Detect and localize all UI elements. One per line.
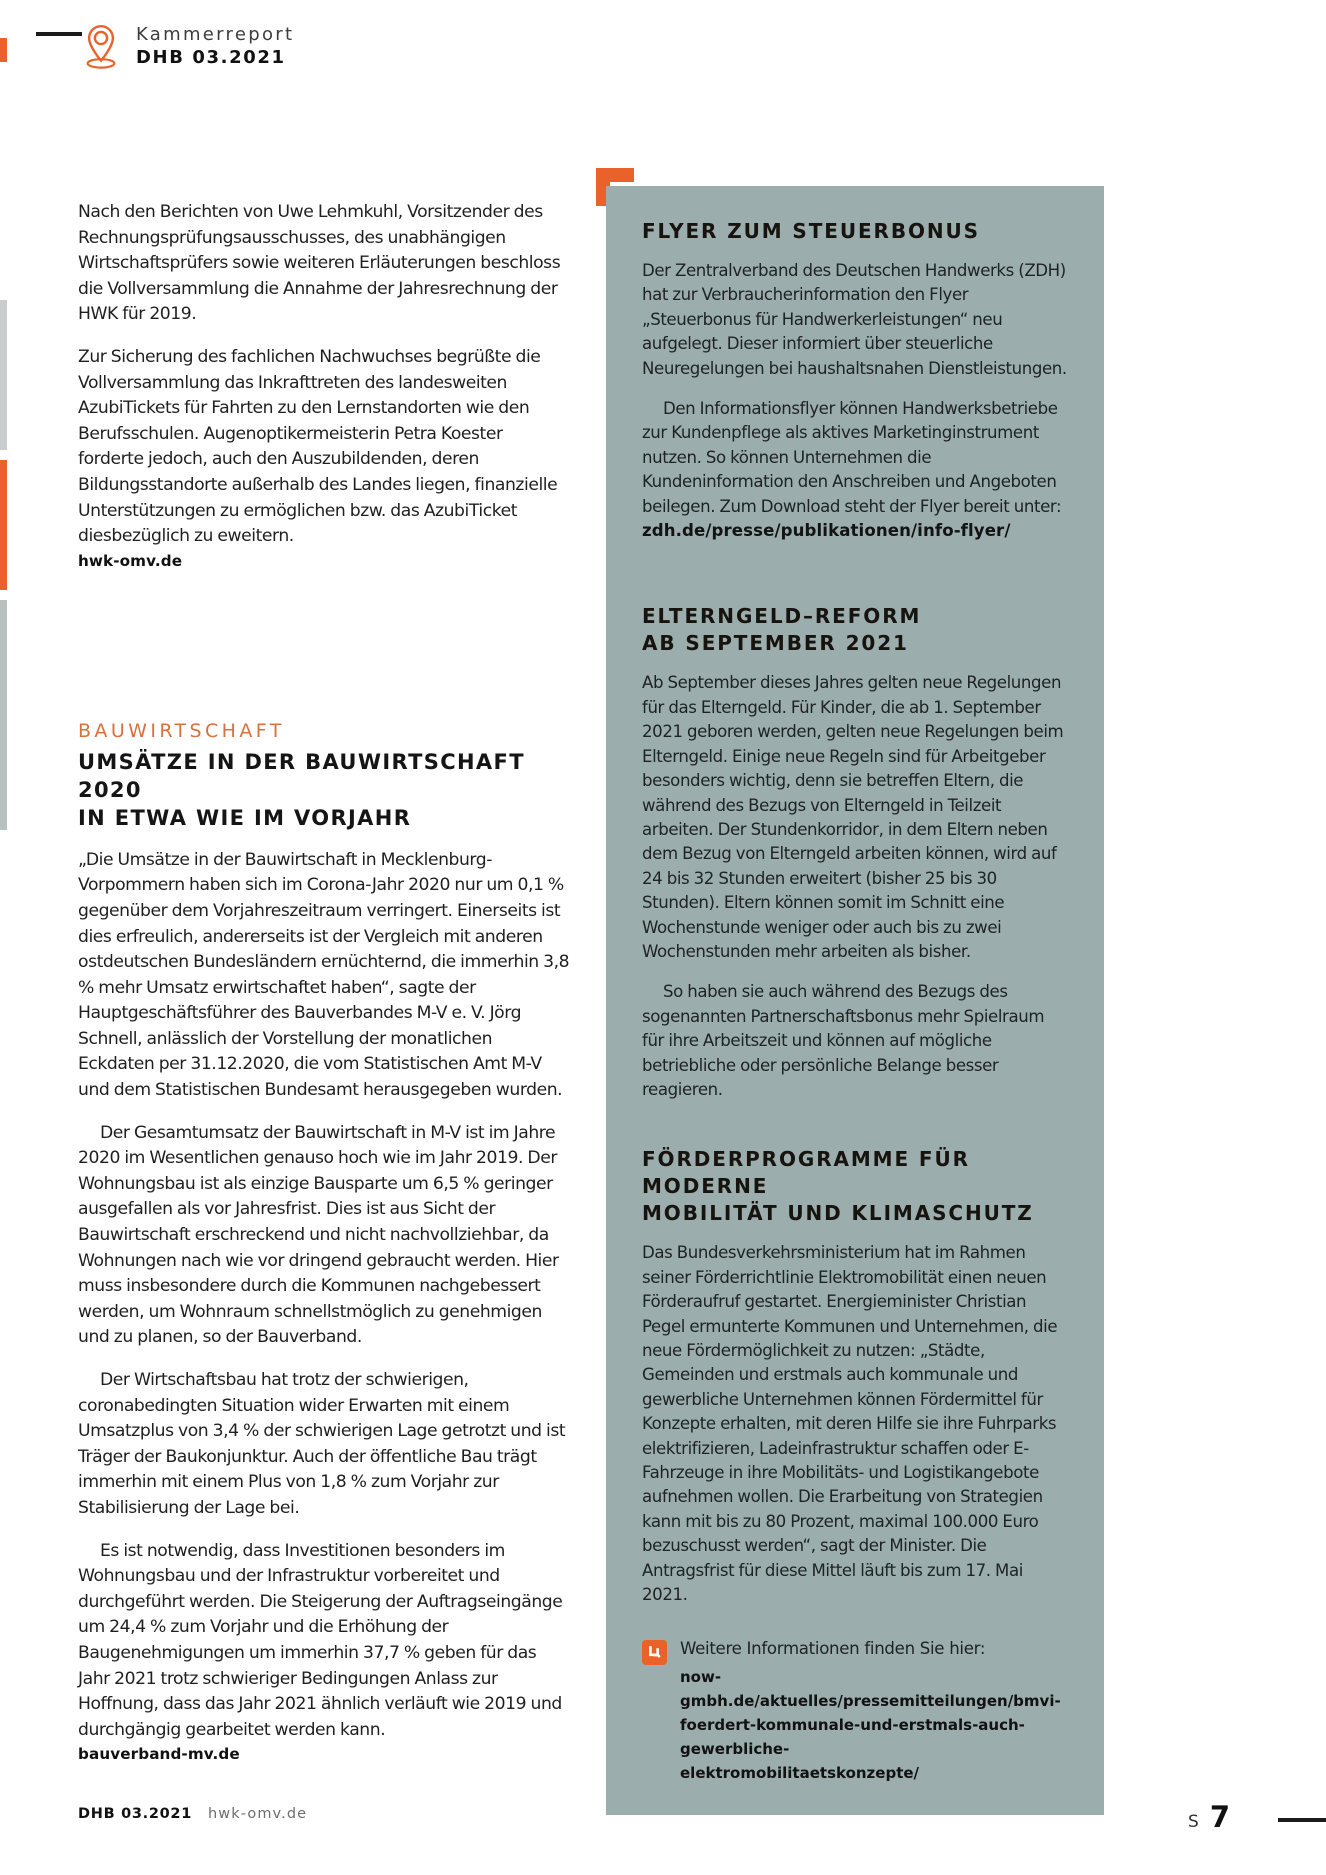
- sidebar-link-block[interactable]: [642, 1637, 1068, 1785]
- footer-site-url[interactable]: hwk-omv.de: [208, 1806, 308, 1822]
- sidebar-panel: [606, 186, 1104, 1815]
- left-paragraph: Nach den Berichten von Uwe Lehmkuhl, Vorsitzender des Rechnungsprüfungsausschusses, des unabhängigen Wirtschaftsprüfers sowie weiteren Erläuterungen beschloss die Vollversammlung die Annahme der Jahresrechnung der HWK für 2019.: [78, 202, 561, 325]
- column-spacer: [78, 570, 570, 720]
- top-left-rule: [36, 32, 82, 36]
- article-paragraph: Der Gesamtumsatz der Bauwirtschaft in M-V ist im Jahre 2020 im Wesentlichen genauso hoch wie im Jahr 2019. Der Wohnungsbau ist als einzige Bausparte um 6,5 % geringer ausgefallen als vor Jahresfrist. Dies ist aus Sicht der Bauwirtschaft erschreckend und nicht nachvollziehbar, da Wohnungen nach wie vor dringend gebraucht werden. Hier muss insbesondere durch die Kommunen nachgebessert werden, um Wohnraum schnellstmöglich zu genehmigen und zu planen, so der Bauverband.: [78, 1122, 559, 1348]
- arrow-download-icon: [642, 1640, 667, 1665]
- sidebar-heading-line-1: FÖRDERPROGRAMME FÜR MODERNE: [642, 1147, 970, 1199]
- source-url-bauverband[interactable]: bauverband-mv.de: [78, 1745, 240, 1764]
- headline-line-2: IN ETWA WIE IM VORJAHR: [78, 805, 412, 830]
- page-footer: [0, 1800, 1326, 1846]
- header-kicker: Kammerreport: [136, 24, 295, 45]
- sidebar-heading-foerderprogramme: [642, 1146, 1068, 1227]
- sidebar-heading-flyer: FLYER ZUM STEUERBONUS: [642, 219, 980, 243]
- sidebar-link-url-line[interactable]: elektromobilitaetskonzepte/: [680, 1764, 920, 1783]
- sidebar-heading-line-2: MOBILITÄT UND KLIMASCHUTZ: [642, 1201, 1034, 1226]
- headline-line-1: UMSÄTZE IN DER BAUWIRTSCHAFT 2020: [78, 749, 525, 802]
- sidebar-paragraph: Das Bundesverkehrsministerium hat im Rahmen seiner Förderrichtlinie Elektromobilität einen neuen Förderaufruf gestartet. Energieminister Christian Pegel ermunterte Kommunen und Unternehmen, die neue Fördermöglichkeit zu nutzen: „Städte, Gemeinden und erstmals auch kommunale und gewerbliche Unternehmen können Fördermittel für Konzepte erhalten, mit deren Hilfe sie ihre Fuhrparks elektrifizieren, Ladeinfrastruktur schaffen oder E-Fahrzeuge in ihre Mobilitäts- und Logistikangebote aufnehmen wollen. Die Erarbeitung von Strategien kann mit bis zu 80 Prozent, maximal 100.000 Euro bezuschusst werden“, sagt der Minister. Die Antragsfrist für diese Mittel läuft bis zum 17. Mai 2021.: [642, 1243, 1058, 1605]
- article-kicker: BAUWIRTSCHAFT: [78, 719, 285, 742]
- sidebar-inline-url-zdh[interactable]: zdh.de/presse/publikationen/info-flyer/: [642, 521, 1011, 541]
- source-url-hwk[interactable]: hwk-omv.de: [78, 551, 183, 570]
- sidebar-paragraph: So haben sie auch während des Bezugs des sogenannten Partnerschaftsbonus mehr Spielraum für ihre Arbeitszeit und können auf mögliche betriebliche oder persönliche Belange besser reagieren.: [642, 982, 1045, 1099]
- sidebar-link-intro: Weitere Informationen finden Sie hier:: [680, 1639, 986, 1659]
- sidebar-heading-line-2: AB SEPTEMBER 2021: [642, 631, 909, 656]
- footer-issue: DHB 03.2021: [78, 1806, 193, 1822]
- edge-tick-gray-1: [0, 300, 7, 450]
- footer-page-number: 7: [1209, 1800, 1230, 1834]
- footer-page-prefix: S: [1188, 1812, 1200, 1832]
- page-header: [84, 20, 294, 70]
- sidebar-paragraph: Der Zentralverband des Deutschen Handwerks (ZDH) hat zur Verbraucherinformation den Flyer „Steuerbonus für Handwerkerleistungen“ neu aufgelegt. Dieser informiert über steuerliche Neuregelungen bei haushaltsnahen Dienstleistungen.: [642, 261, 1067, 378]
- sidebar-paragraph: [642, 397, 1068, 543]
- page-title: [78, 748, 570, 832]
- edge-tick-gray-2: [0, 600, 7, 830]
- sidebar-heading-line-1: ELTERNGELD–REFORM: [642, 604, 922, 629]
- edge-tick-orange-2: [0, 460, 7, 590]
- sidebar-heading-elterngeld: [642, 603, 1068, 657]
- bottom-right-rule: [1278, 1818, 1326, 1822]
- footer-page-group: [1188, 1800, 1230, 1834]
- header-issue: DHB 03.2021: [136, 47, 286, 68]
- location-pin-icon: [84, 24, 118, 70]
- left-column: [78, 200, 570, 1763]
- footer-left-group: [78, 1806, 307, 1822]
- sidebar-paragraph: Ab September dieses Jahres gelten neue Regelungen für das Elterngeld. Für Kinder, die ab 1. September 2021 geboren werden, gelten neue Regelungen beim Elterngeld. Einige neue Regeln sind für Arbeitgeber besonders wichtig, denn sie betreffen Eltern, die während des Bezugs von Elterngeld in Teilzeit arbeiten. Der Stundenkorridor, in dem Eltern neben dem Bezug von Elterngeld arbeiten können, wird auf 24 bis 32 Stunden erweitert (bisher 25 bis 30 Stunden). Eltern können somit im Schnitt eine Wochenstunde weniger oder auch bis zu zwei Wochenstunden mehr arbeiten als bisher.: [642, 673, 1064, 961]
- article-paragraph: „Die Umsätze in der Bauwirtschaft in Mecklenburg-Vorpommern haben sich im Corona-Jahr 2020 nur um 0,1 % gegenüber dem Vorjahreszeitraum verringert. Einerseits ist dies erfreulich, andererseits ist der Vergleich mit anderen ostdeutschen Bundesländern ernüchternd, die immerhin 3,8 % mehr Umsatz erwirtschaftet haben“, sagte der Hauptgeschäftsführer des Bauverbandes M-V e. V. Jörg Schnell, anlässlich der Vorstellung der monatlichen Eckdaten per 31.12.2020, die vom Statistischen Amt M-V und dem Statistischen Bundesamt herausgegeben wurden.: [78, 849, 570, 1101]
- article-paragraph: Der Wirtschaftsbau hat trotz der schwierigen, coronabedingten Situation wider Erwarten mit einem Umsatzplus von 3,4 % der schwierigen Lage getrotzt und ist Träger der Baukonjunktur. Auch der öffentliche Bau trägt immerhin mit einem Plus von 1,8 % zum Vorjahr zur Stabilisierung der Lage bei.: [78, 1370, 566, 1518]
- left-paragraph: Zur Sicherung des fachlichen Nachwuchses begrüßte die Vollversammlung das Inkrafttreten des landesweiten AzubiTickets für Fahrten zu den Lernstandorten wie den Berufsschulen. Augenoptikermeisterin Petra Koester forderte jedoch, auch den Auszubildenden, deren Bildungsstandorte außerhalb des Landes liegen, finanzielle Unterstützungen zu ermöglichen bzw. das AzubiTicket diesbezüglich zu eweitern.: [78, 346, 558, 547]
- sidebar-paragraph-text: Den Informationsflyer können Handwerksbetriebe zur Kundenpflege als aktives Marketinginstrument nutzen. So können Unternehmen die Kundeninformation den Anschreiben und Angeboten beilegen. Zum Download steht der Flyer bereit unter:: [642, 399, 1062, 516]
- sidebar-link-text-column: [680, 1637, 1068, 1785]
- article-paragraph: Es ist notwendig, dass Investitionen besonders im Wohnungsbau und der Infrastruktur vorbereitet und durchgeführt werden. Die Steigerung der Auftragseingänge um 24,4 % zum Vorjahr und die Erhöhung der Baugenehmigungen um immerhin 37,7 % geben für das Jahr 2021 trotz schwieriger Bedingungen Anlass zur Hoffnung, dass das Jahr 2021 ähnlich verläuft wie 2019 und durchgängig gearbeitet werden kann.: [78, 1540, 563, 1740]
- sidebar-link-url-line[interactable]: now-gmbh.de/aktuelles/pressemitteilungen/bmvi-: [680, 1668, 1061, 1711]
- edge-tick-orange: [0, 38, 7, 62]
- sidebar-link-url-line[interactable]: foerdert-kommunale-und-erstmals-auch-gewerbliche-: [680, 1716, 1025, 1759]
